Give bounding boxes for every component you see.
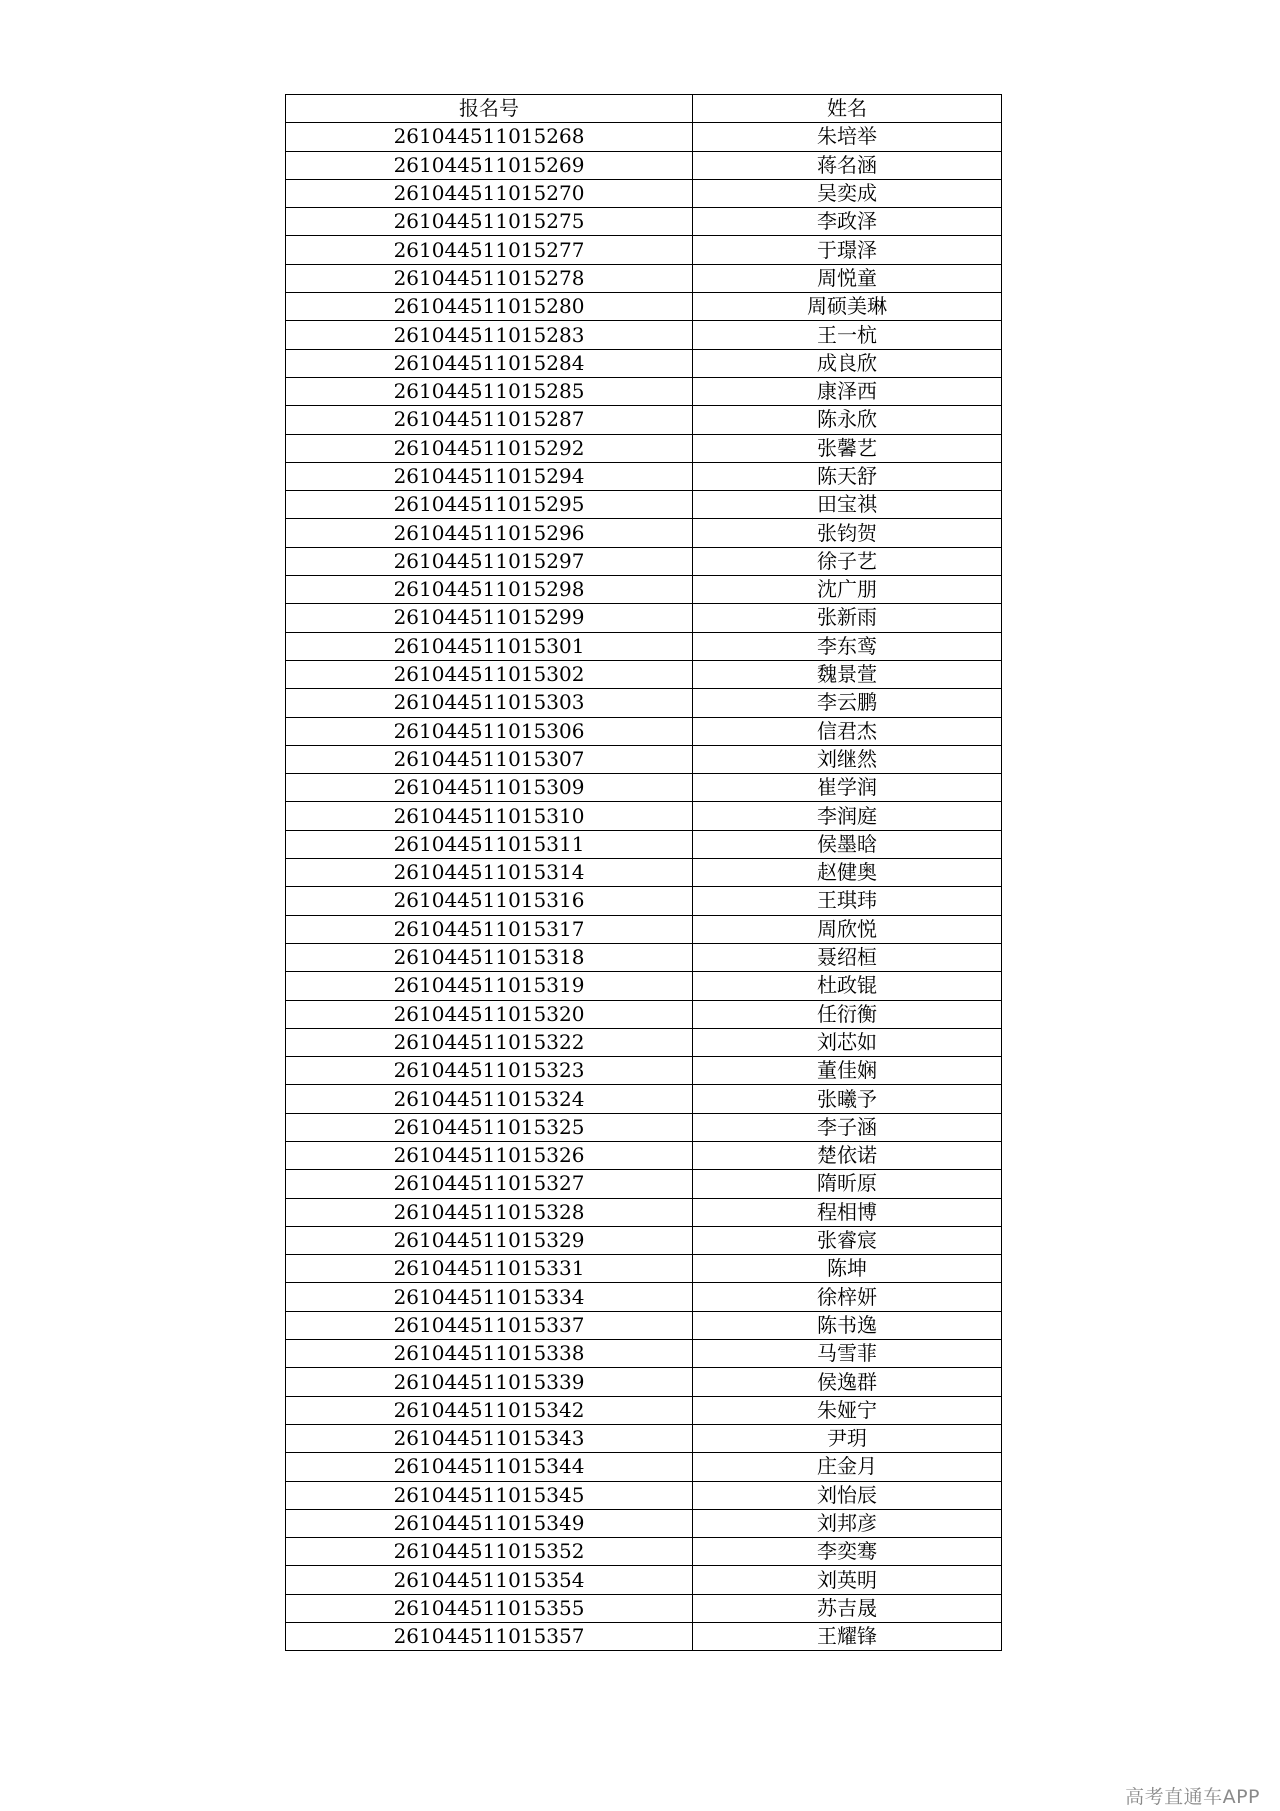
student-name-cell: 刘芯如: [693, 1028, 1002, 1056]
registration-number-cell: 261044511015302: [286, 660, 693, 688]
table-row: [286, 1311, 1002, 1339]
table-row: [286, 1481, 1002, 1509]
registration-number-cell: 261044511015355: [286, 1594, 693, 1622]
student-name-cell: 陈天舒: [693, 462, 1002, 490]
student-name-cell: 刘邦彦: [693, 1509, 1002, 1537]
student-name-cell: 徐梓妍: [693, 1283, 1002, 1311]
student-name-cell: 朱培举: [693, 123, 1002, 151]
student-name-cell: 成良欣: [693, 349, 1002, 377]
registration-number-cell: 261044511015349: [286, 1509, 693, 1537]
table-row: [286, 349, 1002, 377]
header-row: [286, 95, 1002, 123]
student-name-cell: 陈永欣: [693, 406, 1002, 434]
student-name-cell: 蒋名涵: [693, 151, 1002, 179]
student-name-cell: 李政泽: [693, 208, 1002, 236]
student-name-cell: 刘怡辰: [693, 1481, 1002, 1509]
table-row: [286, 547, 1002, 575]
table-row: [286, 434, 1002, 462]
table-row: [286, 1283, 1002, 1311]
registration-number-cell: 261044511015326: [286, 1141, 693, 1169]
table-row: [286, 1255, 1002, 1283]
registration-number-cell: 261044511015299: [286, 604, 693, 632]
table-row: [286, 1000, 1002, 1028]
registration-number-cell: 261044511015337: [286, 1311, 693, 1339]
table-row: [286, 264, 1002, 292]
registration-number-cell: 261044511015316: [286, 887, 693, 915]
table-row: [286, 745, 1002, 773]
student-name-cell: 侯墨晗: [693, 830, 1002, 858]
student-name-cell: 杜政锟: [693, 972, 1002, 1000]
registration-number-cell: 261044511015270: [286, 179, 693, 207]
table-row: [286, 1340, 1002, 1368]
table-row: [286, 1594, 1002, 1622]
table-row: [286, 859, 1002, 887]
table-row: [286, 830, 1002, 858]
registration-number-cell: 261044511015307: [286, 745, 693, 773]
registration-number-cell: 261044511015301: [286, 632, 693, 660]
registration-number-cell: 261044511015343: [286, 1424, 693, 1452]
registration-number-cell: 261044511015303: [286, 689, 693, 717]
registration-number-cell: 261044511015354: [286, 1566, 693, 1594]
registration-number-cell: 261044511015331: [286, 1255, 693, 1283]
registration-number-cell: 261044511015314: [286, 859, 693, 887]
student-name-cell: 楚依诺: [693, 1141, 1002, 1169]
student-name-cell: 朱娅宁: [693, 1396, 1002, 1424]
table-row: [286, 293, 1002, 321]
table-row: [286, 208, 1002, 236]
student-name-cell: 周欣悦: [693, 915, 1002, 943]
registration-number-cell: 261044511015275: [286, 208, 693, 236]
registration-number-cell: 261044511015327: [286, 1170, 693, 1198]
registration-number-cell: 261044511015328: [286, 1198, 693, 1226]
registration-number-cell: 261044511015345: [286, 1481, 693, 1509]
registration-number-cell: 261044511015269: [286, 151, 693, 179]
registration-number-cell: 261044511015325: [286, 1113, 693, 1141]
registration-number-cell: 261044511015339: [286, 1368, 693, 1396]
table-row: [286, 1453, 1002, 1481]
table-row: [286, 1538, 1002, 1566]
table-row: [286, 604, 1002, 632]
student-name-cell: 张睿宸: [693, 1226, 1002, 1254]
table-row: [286, 1396, 1002, 1424]
table-row: [286, 632, 1002, 660]
registration-number-cell: 261044511015357: [286, 1623, 693, 1651]
table-row: [286, 377, 1002, 405]
table-row: [286, 1113, 1002, 1141]
student-name-cell: 马雪菲: [693, 1340, 1002, 1368]
table-row: [286, 1368, 1002, 1396]
student-name-cell: 刘英明: [693, 1566, 1002, 1594]
table-row: [286, 660, 1002, 688]
registration-number-cell: 261044511015278: [286, 264, 693, 292]
table-row: [286, 1424, 1002, 1452]
student-name-cell: 周悦童: [693, 264, 1002, 292]
table-row: [286, 802, 1002, 830]
table-row: [286, 1085, 1002, 1113]
table-row: [286, 887, 1002, 915]
registration-number-cell: 261044511015338: [286, 1340, 693, 1368]
student-name-cell: 李奕骞: [693, 1538, 1002, 1566]
student-name-cell: 沈广朋: [693, 576, 1002, 604]
student-name-cell: 周硕美琳: [693, 293, 1002, 321]
table-row: [286, 1566, 1002, 1594]
registration-number-cell: 261044511015306: [286, 717, 693, 745]
table-row: [286, 943, 1002, 971]
table-row: [286, 1623, 1002, 1651]
student-name-cell: 田宝祺: [693, 491, 1002, 519]
table-row: [286, 462, 1002, 490]
registration-number-cell: 261044511015318: [286, 943, 693, 971]
student-name-cell: 李云鹏: [693, 689, 1002, 717]
registration-number-cell: 261044511015324: [286, 1085, 693, 1113]
student-name-cell: 徐子艺: [693, 547, 1002, 575]
student-name-cell: 董佳娴: [693, 1057, 1002, 1085]
registration-number-cell: 261044511015284: [286, 349, 693, 377]
watermark-text: 高考直通车APP: [1125, 1786, 1260, 1808]
table-row: [286, 151, 1002, 179]
table-row: [286, 689, 1002, 717]
registration-number-cell: 261044511015352: [286, 1538, 693, 1566]
student-name-cell: 程相博: [693, 1198, 1002, 1226]
student-name-cell: 庄金月: [693, 1453, 1002, 1481]
table-row: [286, 1226, 1002, 1254]
registration-number-cell: 261044511015329: [286, 1226, 693, 1254]
registration-number-cell: 261044511015317: [286, 915, 693, 943]
table-row: [286, 774, 1002, 802]
student-name-cell: 隋昕原: [693, 1170, 1002, 1198]
registration-number-cell: 261044511015344: [286, 1453, 693, 1481]
student-name-cell: 聂绍桓: [693, 943, 1002, 971]
student-name-cell: 王一杭: [693, 321, 1002, 349]
table-row: [286, 1141, 1002, 1169]
table-header: [286, 95, 1002, 123]
registration-number-cell: 261044511015334: [286, 1283, 693, 1311]
registration-number-cell: 261044511015311: [286, 830, 693, 858]
student-name-cell: 吴奕成: [693, 179, 1002, 207]
student-name-cell: 陈书逸: [693, 1311, 1002, 1339]
registration-number-cell: 261044511015298: [286, 576, 693, 604]
table-row: [286, 123, 1002, 151]
student-name-cell: 赵健奥: [693, 859, 1002, 887]
table-row: [286, 1198, 1002, 1226]
registration-number-cell: 261044511015268: [286, 123, 693, 151]
registration-number-cell: 261044511015323: [286, 1057, 693, 1085]
registration-number-cell: 261044511015297: [286, 547, 693, 575]
table-row: [286, 915, 1002, 943]
registration-table: [285, 94, 1002, 1651]
registration-number-cell: 261044511015277: [286, 236, 693, 264]
table-row: [286, 491, 1002, 519]
registration-number-cell: 261044511015283: [286, 321, 693, 349]
student-name-cell: 魏景萱: [693, 660, 1002, 688]
table-row: [286, 1509, 1002, 1537]
registration-number-cell: 261044511015342: [286, 1396, 693, 1424]
registration-number-cell: 261044511015296: [286, 519, 693, 547]
student-name-cell: 李润庭: [693, 802, 1002, 830]
table-row: [286, 236, 1002, 264]
student-name-cell: 张钧贺: [693, 519, 1002, 547]
student-name-cell: 于璟泽: [693, 236, 1002, 264]
table-row: [286, 972, 1002, 1000]
student-name-cell: 侯逸群: [693, 1368, 1002, 1396]
table-row: [286, 519, 1002, 547]
student-name-cell: 李东鸾: [693, 632, 1002, 660]
student-name-cell: 尹玥: [693, 1424, 1002, 1452]
student-name-cell: 王耀锋: [693, 1623, 1002, 1651]
header-registration-number: 报名号: [286, 95, 693, 123]
registration-number-cell: 261044511015287: [286, 406, 693, 434]
student-name-cell: 崔学润: [693, 774, 1002, 802]
table-row: [286, 406, 1002, 434]
registration-number-cell: 261044511015320: [286, 1000, 693, 1028]
registration-number-cell: 261044511015319: [286, 972, 693, 1000]
table-row: [286, 576, 1002, 604]
registration-number-cell: 261044511015292: [286, 434, 693, 462]
table-row: [286, 1028, 1002, 1056]
student-name-cell: 陈坤: [693, 1255, 1002, 1283]
table-row: [286, 1170, 1002, 1198]
registration-number-cell: 261044511015310: [286, 802, 693, 830]
registration-number-cell: 261044511015295: [286, 491, 693, 519]
student-name-cell: 刘继然: [693, 745, 1002, 773]
registration-number-cell: 261044511015285: [286, 377, 693, 405]
header-name: 姓名: [693, 95, 1002, 123]
student-name-cell: 王琪玮: [693, 887, 1002, 915]
student-name-cell: 信君杰: [693, 717, 1002, 745]
student-name-cell: 张曦予: [693, 1085, 1002, 1113]
student-name-cell: 张馨艺: [693, 434, 1002, 462]
table-row: [286, 717, 1002, 745]
student-name-cell: 康泽西: [693, 377, 1002, 405]
registration-number-cell: 261044511015309: [286, 774, 693, 802]
registration-number-cell: 261044511015294: [286, 462, 693, 490]
table-row: [286, 179, 1002, 207]
table-body: [286, 123, 1002, 1651]
registration-number-cell: 261044511015322: [286, 1028, 693, 1056]
registration-number-cell: 261044511015280: [286, 293, 693, 321]
student-name-cell: 任衍衡: [693, 1000, 1002, 1028]
table-row: [286, 1057, 1002, 1085]
table-row: [286, 321, 1002, 349]
student-name-cell: 苏吉晟: [693, 1594, 1002, 1622]
student-name-cell: 李子涵: [693, 1113, 1002, 1141]
student-name-cell: 张新雨: [693, 604, 1002, 632]
